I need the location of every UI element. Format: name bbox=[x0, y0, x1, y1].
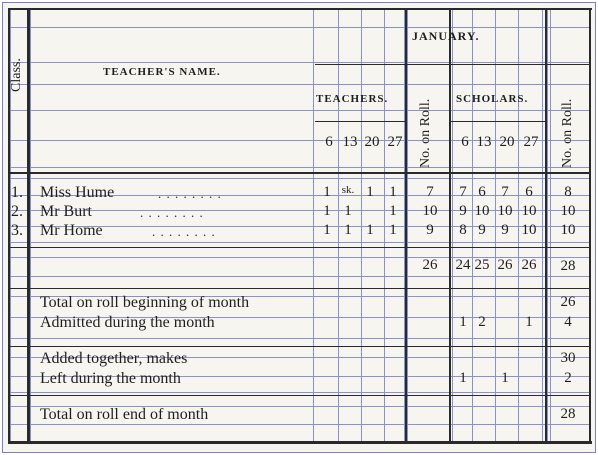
roll-count-scholars: 8 bbox=[564, 184, 572, 200]
rule-horizontal bbox=[10, 110, 590, 111]
summary-scholars: 1 bbox=[459, 314, 467, 330]
teacher-name: Mr Burt bbox=[40, 203, 92, 220]
scholar-attendance: 10 bbox=[497, 203, 513, 219]
month-header: JANUARY. bbox=[412, 29, 480, 43]
rule-horizontal bbox=[10, 62, 590, 63]
summary-label: Total on roll beginning of month bbox=[40, 294, 250, 311]
dotted-leader: . . . . . . . . bbox=[140, 205, 204, 220]
date-teachers: 20 bbox=[364, 134, 380, 150]
ink-column-line bbox=[545, 8, 547, 444]
dotted-leader: . . . . . . . . bbox=[152, 224, 216, 239]
ink-subheader-rule bbox=[315, 121, 405, 122]
roll-count-teachers: 9 bbox=[426, 222, 434, 238]
summary-label: Added together, makes bbox=[40, 350, 188, 367]
total-roll-teachers: 26 bbox=[422, 257, 438, 273]
rule-horizontal bbox=[10, 242, 590, 243]
summary-roll: 2 bbox=[564, 370, 572, 386]
ink-column-line bbox=[27, 8, 30, 444]
teacher-name: Mr Home bbox=[40, 222, 103, 239]
rule-horizontal bbox=[10, 338, 590, 339]
date-scholars: 13 bbox=[476, 134, 492, 150]
date-scholars: 6 bbox=[461, 134, 469, 150]
rule-horizontal bbox=[10, 424, 590, 425]
roll-count-teachers: 10 bbox=[422, 203, 438, 219]
roll-count-teachers: 7 bbox=[426, 184, 434, 200]
ink-column-line bbox=[589, 8, 591, 444]
summary-roll: 26 bbox=[560, 294, 576, 310]
teacher-attendance: 1 bbox=[389, 203, 397, 219]
rule-horizontal bbox=[10, 84, 590, 85]
rule-horizontal bbox=[10, 276, 590, 277]
roll-header-teachers: No. on Roll. bbox=[418, 98, 433, 168]
roll-header-scholars: No. on Roll. bbox=[560, 98, 575, 168]
scholar-attendance: 7 bbox=[501, 184, 509, 200]
teacher-attendance: 1 bbox=[344, 222, 352, 238]
scholar-attendance: 9 bbox=[501, 222, 509, 238]
ink-month-rule bbox=[315, 64, 589, 65]
ink-column-line bbox=[405, 8, 407, 444]
teacher-attendance: 1 bbox=[323, 203, 331, 219]
class-number: 3. bbox=[11, 222, 23, 239]
scholar-attendance: 7 bbox=[459, 184, 467, 200]
summary-label: Admitted during the month bbox=[40, 314, 215, 331]
roll-count-scholars: 10 bbox=[560, 203, 576, 219]
teachers-header: TEACHERS. bbox=[316, 93, 389, 105]
date-scholars: 20 bbox=[499, 134, 515, 150]
summary-label: Left during the month bbox=[40, 370, 181, 387]
ink-row-line bbox=[8, 441, 592, 444]
ink-row-line bbox=[8, 8, 592, 10]
ink-header-bottom bbox=[10, 172, 590, 174]
total-scholars: 24 bbox=[455, 257, 471, 273]
scholars-header: SCHOLARS. bbox=[456, 93, 529, 105]
summary-label: Total on roll end of month bbox=[40, 406, 209, 423]
class-header-label: Class. bbox=[9, 58, 24, 92]
summary-roll: 4 bbox=[564, 314, 572, 330]
dotted-leader: . . . . . . . . bbox=[158, 186, 222, 201]
teacher-attendance: 1 bbox=[366, 184, 374, 200]
class-number: 1. bbox=[11, 184, 23, 201]
summary-roll: 30 bbox=[560, 350, 576, 366]
summary-scholars: 2 bbox=[478, 314, 486, 330]
teacher-attendance: 1 bbox=[323, 222, 331, 238]
teacher-attendance: sk. bbox=[341, 184, 355, 196]
rule-horizontal bbox=[10, 27, 590, 28]
roll-count-scholars: 10 bbox=[560, 222, 576, 238]
scholar-attendance: 9 bbox=[459, 203, 467, 219]
ink-summary-rule bbox=[10, 395, 590, 396]
scholar-attendance: 10 bbox=[521, 203, 537, 219]
scholar-attendance: 10 bbox=[474, 203, 490, 219]
total-scholars: 26 bbox=[521, 257, 537, 273]
date-scholars: 27 bbox=[523, 134, 539, 150]
scholar-attendance: 10 bbox=[521, 222, 537, 238]
date-teachers: 27 bbox=[387, 134, 403, 150]
class-number: 2. bbox=[11, 203, 23, 220]
scholar-attendance: 6 bbox=[478, 184, 486, 200]
total-roll-scholars: 28 bbox=[560, 258, 576, 274]
summary-scholars: 1 bbox=[525, 314, 533, 330]
teacher-attendance: 1 bbox=[323, 184, 331, 200]
ink-data-rule bbox=[10, 247, 590, 248]
date-teachers: 6 bbox=[325, 134, 333, 150]
rule-horizontal bbox=[10, 392, 590, 393]
summary-scholars: 1 bbox=[501, 370, 509, 386]
teacher-name-header: TEACHER'S NAME. bbox=[103, 66, 221, 78]
ink-totals-rule bbox=[10, 288, 590, 289]
ink-subheader-rule bbox=[450, 121, 545, 122]
rule-horizontal bbox=[10, 167, 590, 168]
teacher-attendance: 1 bbox=[366, 222, 374, 238]
teacher-attendance: 1 bbox=[389, 184, 397, 200]
date-teachers: 13 bbox=[342, 134, 358, 150]
scholar-attendance: 9 bbox=[478, 222, 486, 238]
total-scholars: 26 bbox=[497, 257, 513, 273]
scholar-attendance: 8 bbox=[459, 222, 467, 238]
summary-roll: 28 bbox=[560, 406, 576, 422]
teacher-attendance: 1 bbox=[389, 222, 397, 238]
scholar-attendance: 6 bbox=[525, 184, 533, 200]
teacher-attendance: 1 bbox=[344, 203, 352, 219]
rule-horizontal bbox=[10, 178, 590, 179]
summary-scholars: 1 bbox=[459, 370, 467, 386]
ink-summary-rule bbox=[10, 346, 590, 347]
teacher-name: Miss Hume bbox=[40, 184, 115, 201]
total-scholars: 25 bbox=[474, 257, 490, 273]
